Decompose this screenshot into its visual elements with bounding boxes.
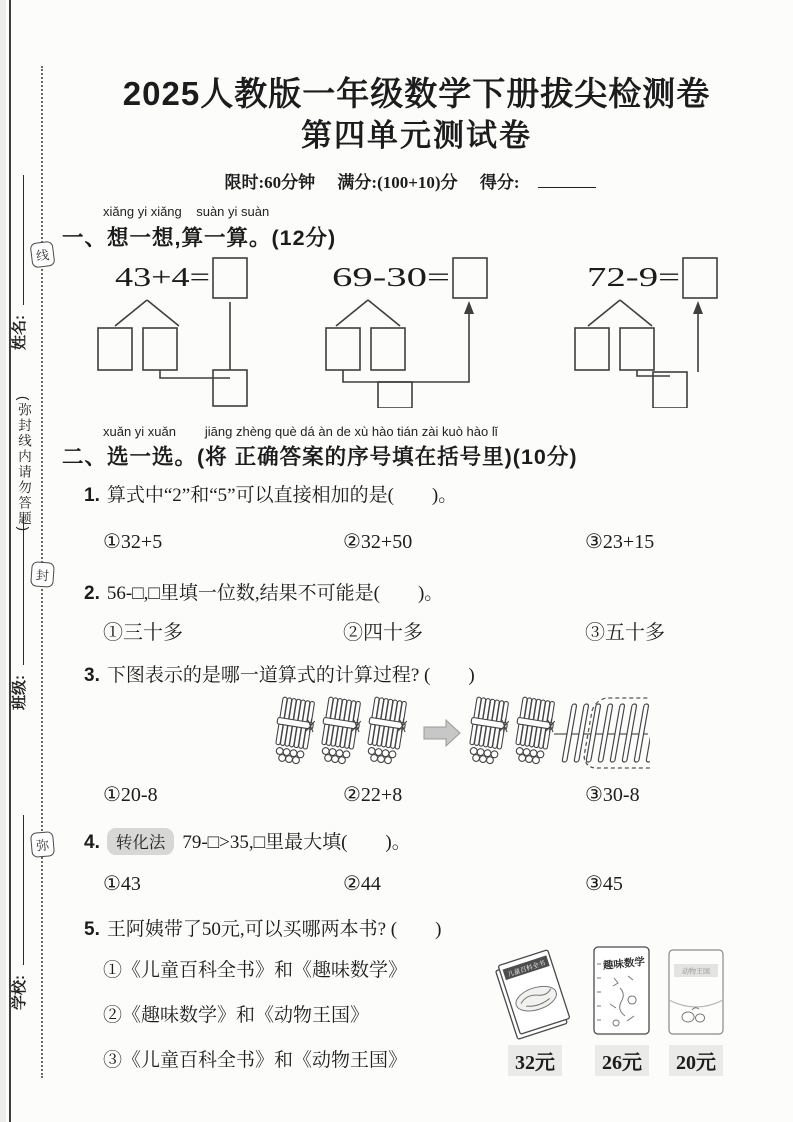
option-2: ②44 xyxy=(343,873,381,895)
right-arrow-icon xyxy=(424,720,460,746)
seal-stamp xyxy=(30,241,56,269)
book-price: 26元 xyxy=(595,1045,649,1076)
question-text: 下图表示的是哪一道算式的计算过程? ( ) xyxy=(106,665,475,686)
book-title: 动物王国 xyxy=(682,967,710,976)
loose-sticks xyxy=(561,698,650,768)
question-text: 79-□>35,□里最大填( )。 xyxy=(182,832,411,853)
answer-box xyxy=(213,258,247,298)
time-limit: 限时:60分钟 xyxy=(224,173,316,192)
book-cover-fun-math xyxy=(590,944,654,1040)
option-1: ①20-8 xyxy=(103,784,158,806)
result-box xyxy=(653,372,687,408)
option-3: ③五十多 xyxy=(585,622,665,644)
question-3-options xyxy=(60,782,770,812)
equation-text: 43+4= xyxy=(115,262,210,292)
stick-bundle xyxy=(317,697,364,766)
stick-bundle xyxy=(271,697,318,766)
book-price: 20元 xyxy=(669,1045,723,1076)
question-number: 3. xyxy=(84,665,100,686)
option-1: ①三十多 xyxy=(103,622,183,644)
option-1: ①32+5 xyxy=(103,531,163,553)
book-title: 儿童百科全书 xyxy=(506,959,547,979)
result-box xyxy=(378,382,412,408)
section2-pinyin: xuǎn yi xuǎn jiāng zhèng què dá àn de xù hào tián zài kuò hào lǐ xyxy=(103,424,498,439)
question-2-options xyxy=(60,616,770,646)
book-item xyxy=(666,948,726,1076)
book-price: 32元 xyxy=(508,1045,562,1076)
method-badge: 转化法 xyxy=(107,828,175,855)
bond-box-left xyxy=(326,328,360,370)
seal-note: (弥封线内请勿答题) xyxy=(16,396,31,533)
bond-box-left xyxy=(575,328,609,370)
option-2: ②四十多 xyxy=(343,622,423,644)
question-number: 4. xyxy=(84,832,100,853)
number-bond-diagram xyxy=(320,256,535,408)
bond-caret xyxy=(336,300,400,326)
arrow-head xyxy=(693,301,703,314)
counting-sticks-figure xyxy=(262,694,650,774)
question-number: 5. xyxy=(84,919,100,940)
page-edge xyxy=(0,0,6,1122)
stick-bundle xyxy=(363,697,410,766)
bond-box-left xyxy=(98,328,132,370)
number-bond-diagram xyxy=(565,256,780,408)
unit-title: 第四单元测试卷 xyxy=(301,118,532,153)
book-cover-animal-kingdom xyxy=(666,948,726,1040)
seal-stamp xyxy=(30,831,55,858)
seal-char: 线 xyxy=(35,247,50,264)
option-1: ①43 xyxy=(103,873,141,895)
number-bond-diagram xyxy=(85,256,300,408)
bracket-arrow-line xyxy=(343,308,469,382)
question-5 xyxy=(84,914,441,941)
section1-heading: 一、想一想,算一算。(12分) xyxy=(62,226,337,250)
option-3: ③23+15 xyxy=(585,531,655,553)
option-1: ①《儿童百科全书》和《趣味数学》 xyxy=(103,960,408,981)
question-number: 2. xyxy=(84,583,100,604)
question-1 xyxy=(84,480,457,507)
equation-text: 69-30= xyxy=(332,262,450,292)
question-text: 56-□,□里填一位数,结果不可能是( )。 xyxy=(106,583,444,604)
question-4-options xyxy=(60,871,770,901)
sticks-diagram xyxy=(262,694,650,774)
class-label: 班级: xyxy=(11,675,28,710)
name-blank-line xyxy=(10,175,24,305)
bond-box-right xyxy=(371,328,405,370)
book-cover-encyclopedia xyxy=(492,944,578,1040)
option-2: ②22+8 xyxy=(343,784,403,806)
full-score: 满分:(100+10)分 xyxy=(337,173,458,192)
question-4 xyxy=(84,827,411,855)
seal-stamp xyxy=(30,561,55,588)
question-3 xyxy=(84,660,475,687)
answer-box xyxy=(453,258,487,298)
number-bond-problem xyxy=(565,256,780,408)
book-title: 趣味数学 xyxy=(602,956,646,973)
result-box xyxy=(213,370,247,406)
stick-bundle xyxy=(511,697,558,766)
arrow-head xyxy=(464,301,474,314)
option-3: ③《儿童百科全书》和《动物王国》 xyxy=(103,1050,408,1071)
school-blank-line xyxy=(10,815,24,965)
school-field xyxy=(8,815,29,1010)
option-3: ③30-8 xyxy=(585,784,640,806)
exam-info-line xyxy=(60,168,760,193)
seal-char: 封 xyxy=(35,567,50,584)
book-item xyxy=(590,944,654,1076)
bond-caret xyxy=(588,300,652,326)
paper-title: 2025人教版一年级数学下册拔尖检测卷 xyxy=(122,75,711,112)
option-3: ③45 xyxy=(585,873,623,895)
section2-heading: 二、选一选。(将 正确答案的序号填在括号里)(10分) xyxy=(62,445,578,469)
number-bond-problem xyxy=(85,256,300,408)
name-label: 姓名: xyxy=(11,315,28,350)
equation-text: 72-9= xyxy=(587,262,680,292)
question-text: 王阿姨带了50元,可以买哪两本书? ( ) xyxy=(106,919,442,940)
score-blank-line xyxy=(538,173,596,188)
question-number: 1. xyxy=(84,485,100,506)
school-label: 学校: xyxy=(11,975,28,1010)
section1-pinyin: xiǎng yi xiǎng suàn yi suàn xyxy=(103,204,270,219)
number-bond-problem xyxy=(320,256,535,408)
answer-box xyxy=(683,258,717,298)
name-field xyxy=(8,175,29,350)
score-label: 得分: xyxy=(479,173,520,192)
question-2 xyxy=(84,578,443,605)
bond-caret xyxy=(115,300,179,326)
step-line xyxy=(160,370,230,378)
bond-box-right xyxy=(620,328,654,370)
book-price-figure xyxy=(492,944,754,1076)
book-item xyxy=(492,944,578,1076)
question-1-options xyxy=(60,529,770,559)
option-2: ②《趣味数学》和《动物王国》 xyxy=(103,1005,370,1026)
question-text: 算式中“2”和“5”可以直接相加的是( )。 xyxy=(106,485,458,506)
option-2: ②32+50 xyxy=(343,531,413,553)
seal-char: 弥 xyxy=(35,837,50,854)
stick-bundle xyxy=(465,697,512,766)
bond-box-right xyxy=(143,328,177,370)
